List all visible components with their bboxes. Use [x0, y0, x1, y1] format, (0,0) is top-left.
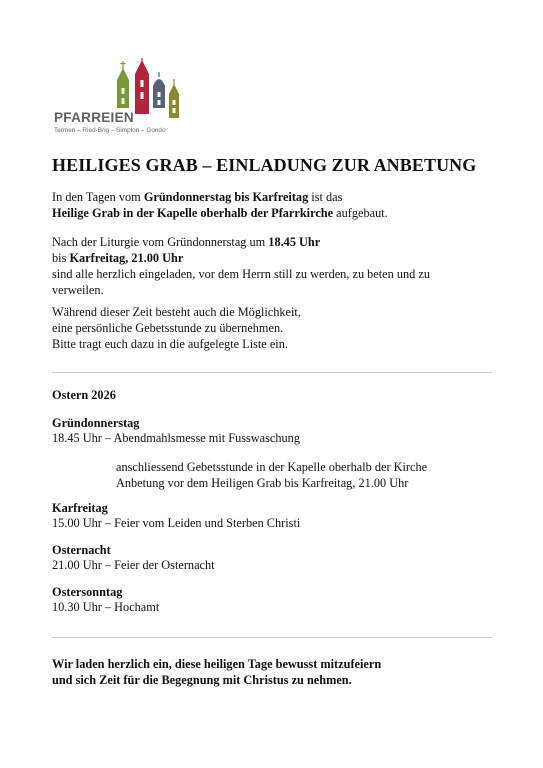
- schedule-time: 10.30 Uhr – Hochamt: [52, 600, 160, 614]
- schedule-day: Gründonnerstag: [52, 416, 140, 430]
- closing-invitation: Wir laden herzlich ein, diese heiligen Tage bewusst mitzufeiern und sich Zeit für die Begegnung mit Christus zu nehmen.: [52, 657, 382, 687]
- divider: [52, 372, 492, 373]
- divider: [52, 637, 492, 638]
- intro-paragraph-3: Während dieser Zeit besteht auch die Möglichkeit, eine persönliche Gebetsstunde zu übernehmen. Bitte tragt euch dazu in die aufgelegte Liste ein.: [52, 305, 301, 351]
- schedule-title: Ostern 2026: [52, 388, 116, 402]
- logo-subtitle: Termen – Ried-Brig – Simplon – Gondo: [54, 127, 166, 134]
- parish-logo: [54, 58, 184, 138]
- schedule-time: 15.00 Uhr – Feier vom Leiden und Sterben Christi: [52, 516, 301, 530]
- schedule-time: 18.45 Uhr – Abendmahlsmesse mit Fusswaschung: [52, 431, 300, 445]
- schedule-day: Karfreitag: [52, 501, 108, 515]
- schedule-time: 21.00 Uhr – Feier der Osternacht: [52, 558, 215, 572]
- schedule-note: anschliessend Gebetsstunde in der Kapelle oberhalb der Kirche Anbetung vor dem Heiligen Grab bis Karfreitag, 21.00 Uhr: [116, 460, 428, 490]
- schedule-day: Osternacht: [52, 543, 111, 557]
- intro-paragraph-2: Nach der Liturgie vom Gründonnerstag um 18.45 Uhr bis Karfreitag, 21.00 Uhr sind alle herzlich eingeladen, vor dem Herrn still zu werden, zu beten und zu verweilen.: [52, 235, 430, 297]
- schedule-day: Ostersonntag: [52, 585, 123, 599]
- page-title: HEILIGES GRAB – EINLADUNG ZUR ANBETUNG: [52, 155, 477, 175]
- intro-paragraph-1: In den Tagen vom Gründonnerstag bis Karfreitag ist das Heilige Grab in der Kapelle oberhalb der Pfarrkirche aufgebaut.: [52, 190, 388, 220]
- logo-name: PFARREIEN: [54, 110, 134, 125]
